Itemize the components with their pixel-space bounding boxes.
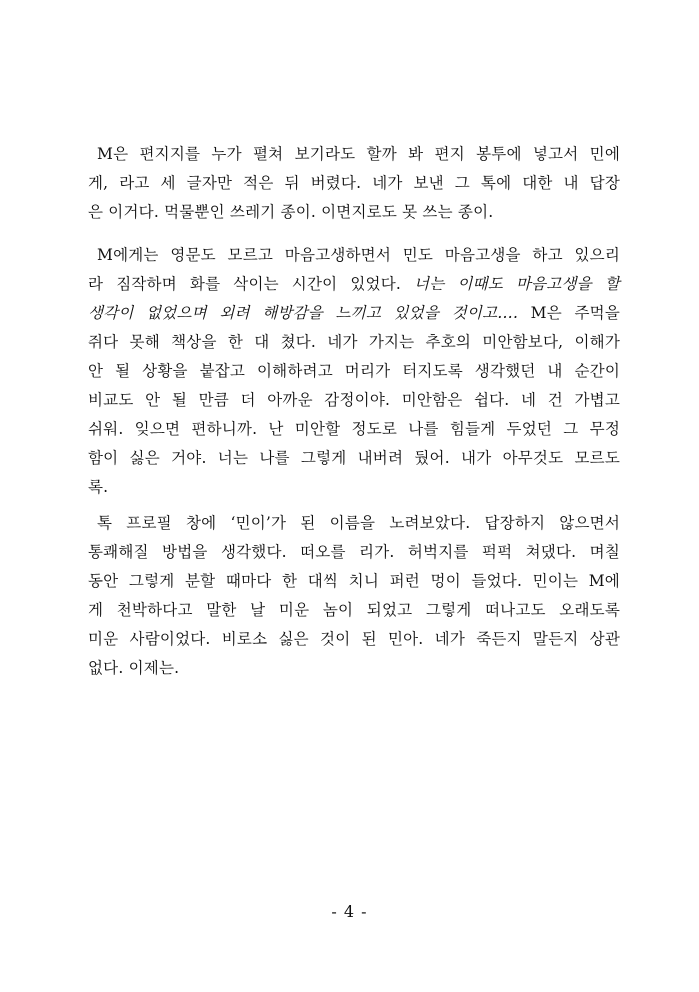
text-line: 미운 사람이었다. 비로소 싫은 것이 된 민아. 네가 죽든지 말든지 상관 — [88, 630, 620, 648]
text-line: M은 편지지를 누가 펼쳐 보기라도 할까 봐 편지 봉투에 넣고서 민에 — [97, 145, 620, 163]
text-line: 비교도 안 될 만큼 더 아까운 감정이야. 미안함은 쉽다. 네 건 가볍고 — [88, 391, 620, 409]
text-line: 게, 라고 세 글자만 적은 뒤 버렸다. 네가 보낸 그 톡에 대한 내 답장 — [88, 174, 620, 192]
text-line-mixed — [88, 270, 620, 299]
italic-text-run: 생각이 없었으며 외려 해방감을 느끼고 있었을 것이고…. — [88, 304, 519, 322]
text-line: 동안 그렇게 분할 때마다 한 대씩 치니 퍼런 멍이 들었다. 민이는 M에 — [88, 572, 620, 590]
text-run: M은 주먹을 — [530, 304, 620, 322]
text-line: 톡 프로필 창에 ‘민이’가 된 이름을 노려보았다. 답장하지 않으면서 — [97, 514, 620, 532]
paragraph-2 — [88, 241, 620, 502]
text-line: 없다. 이제는. — [88, 659, 180, 677]
text-line: 안 될 상황을 붙잡고 이해하려고 머리가 터지도록 생각했던 내 순간이 — [88, 362, 620, 380]
italic-text-run: 너는 이때도 마음고생을 할 — [414, 275, 620, 293]
text-run: 라 짐작하며 화를 삭이는 시간이 있었다. — [88, 275, 415, 293]
text-line: 게 천박하다고 말한 날 미운 놈이 되었고 그렇게 떠나고도 오래도록 — [88, 601, 620, 619]
text-line: 쉬워. 잊으면 편하니까. 난 미안할 정도로 나를 힘들게 두었던 그 무정 — [88, 420, 620, 438]
text-line-mixed — [88, 299, 620, 328]
text-line: M에게는 영문도 모르고 마음고생하면서 민도 마음고생을 하고 있으리 — [97, 246, 620, 264]
page-number: - 4 - — [331, 902, 368, 921]
text-line: 록. — [88, 478, 109, 496]
text-line: 쥐다 못해 책상을 한 대 쳤다. 네가 가지는 추호의 미안함보다, 이해가 — [88, 333, 620, 351]
text-line: 은 이거다. 먹물뿐인 쓰레기 종이. 이면지로도 못 쓰는 종이. — [88, 203, 494, 221]
paragraph-1 — [88, 140, 620, 227]
paragraph-3 — [88, 509, 620, 683]
text-line: 함이 싫은 거야. 너는 나를 그렇게 내버려 뒀어. 내가 아무것도 모르도 — [88, 449, 620, 467]
text-line: 통쾌해질 방법을 생각했다. 떠오를 리가. 허벅지를 퍽퍽 쳐댔다. 며칠 — [88, 543, 620, 561]
